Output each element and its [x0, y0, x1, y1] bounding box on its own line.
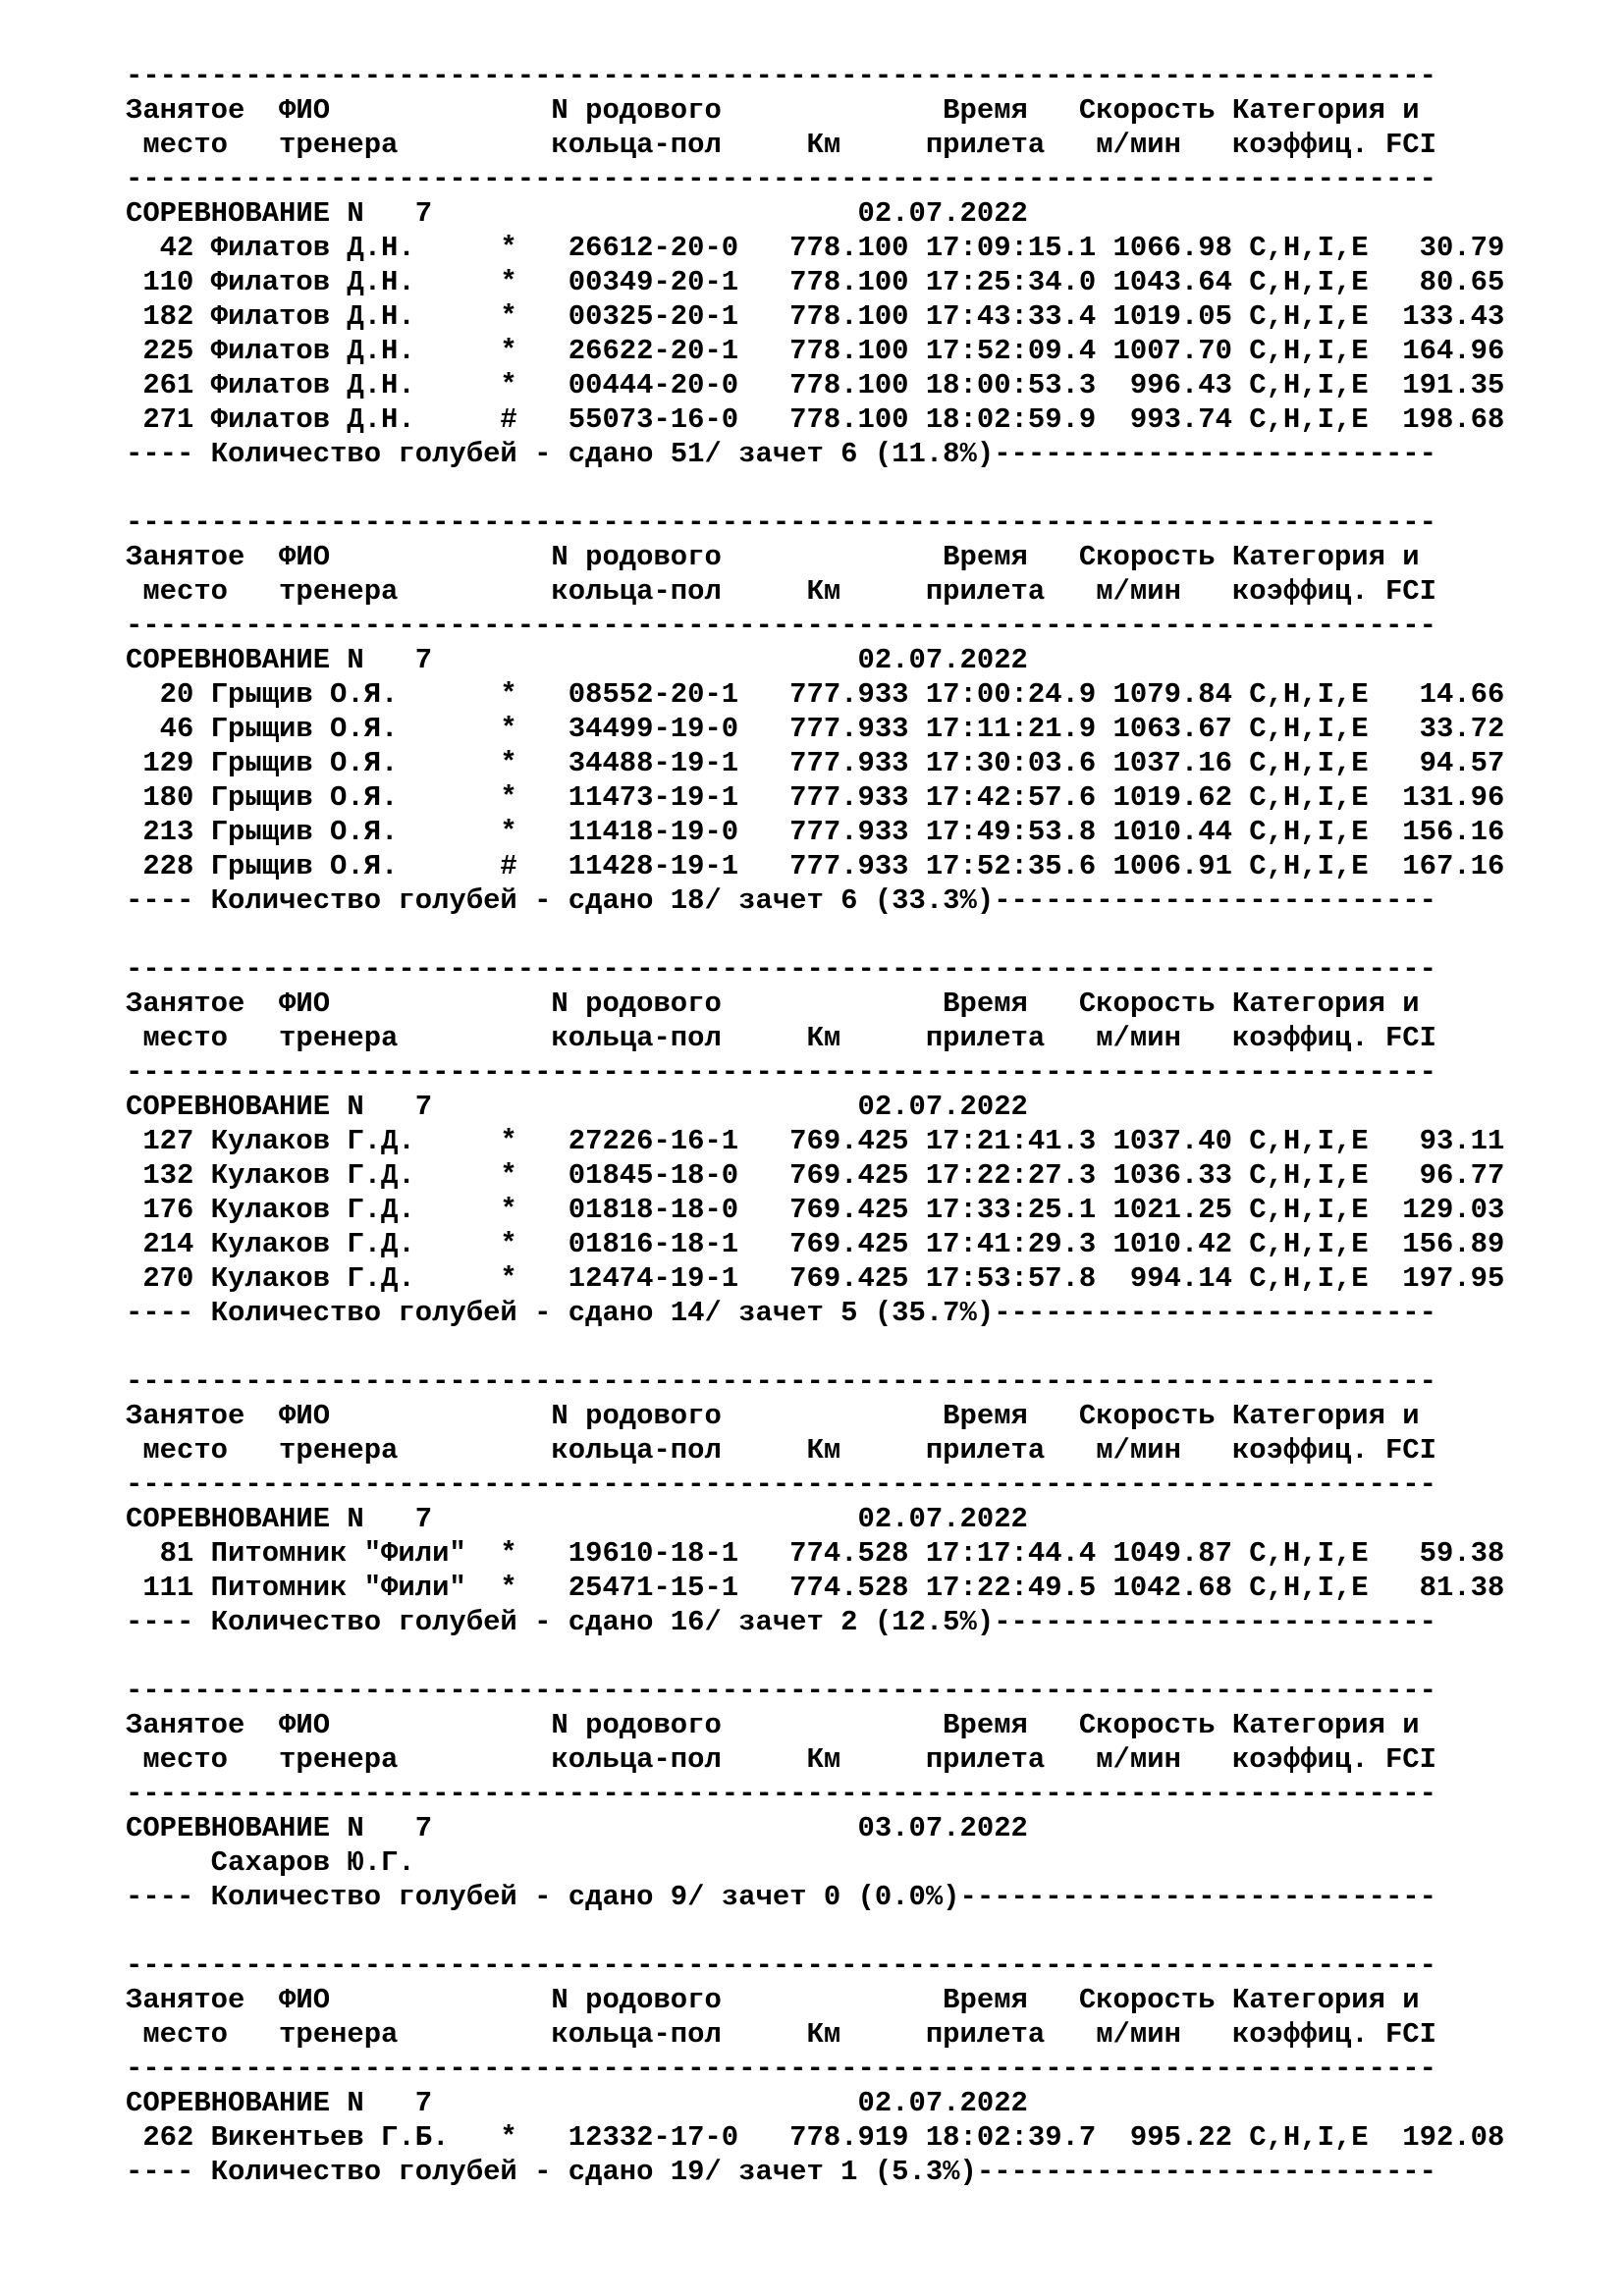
result-row: 271 Филатов Д.Н. # 55073-16-0 778.100 18:02:59.9 993.74 C,H,I,E 198.68	[126, 403, 1505, 436]
result-row: 46 Грыщив О.Я. * 34499-19-0 777.933 17:11:21.9 1063.67 C,H,I,E 33.72	[126, 713, 1505, 745]
result-row: 262 Викентьев Г.Б. * 12332-17-0 778.919 18:02:39.7 995.22 C,H,I,E 192.08	[126, 2121, 1505, 2154]
result-section	[126, 1674, 1598, 1914]
summary-line: ---- Количество голубей - сдано 51/ зачет 6 (11.8%)--------------------------	[126, 438, 1436, 470]
result-row: 261 Филатов Д.Н. * 00444-20-0 778.100 18:00:53.3 996.43 C,H,I,E 191.35	[126, 369, 1505, 401]
summary-line: ---- Количество голубей - сдано 9/ зачет 0 (0.0%)----------------------------	[126, 1881, 1436, 1913]
result-row: 182 Филатов Д.Н. * 00325-20-1 778.100 17:43:33.4 1019.05 C,H,I,E 133.43	[126, 300, 1505, 333]
result-row: 81 Питомник "Фили" * 19610-18-1 774.528 17:17:44.4 1049.87 C,H,I,E 59.38	[126, 1537, 1505, 1570]
result-row: 20 Грыщив О.Я. * 08552-20-1 777.933 17:00:24.9 1079.84 C,H,I,E 14.66	[126, 678, 1505, 711]
result-row: 180 Грыщив О.Я. * 11473-19-1 777.933 17:42:57.6 1019.62 C,H,I,E 131.96	[126, 781, 1505, 814]
summary-line: ---- Количество голубей - сдано 14/ зачет 5 (35.7%)--------------------------	[126, 1297, 1436, 1329]
separator: -----------------------------------------------------------------------------	[126, 1056, 1436, 1089]
header-line-2: место тренера кольца-пол Км прилета м/мин коэффиц. FCI	[126, 575, 1436, 608]
result-row: 270 Кулаков Г.Д. * 12474-19-1 769.425 17:53:57.8 994.14 C,H,I,E 197.95	[126, 1262, 1505, 1295]
header-line-2: место тренера кольца-пол Км прилета м/мин коэффиц. FCI	[126, 2018, 1436, 2051]
competition-line: СОРЕВНОВАНИЕ N 7 02.07.2022	[126, 1503, 1028, 1535]
separator: -----------------------------------------------------------------------------	[126, 60, 1436, 92]
result-row: 132 Кулаков Г.Д. * 01845-18-0 769.425 17:22:27.3 1036.33 C,H,I,E 96.77	[126, 1159, 1505, 1192]
result-row: 228 Грыщив О.Я. # 11428-19-1 777.933 17:52:35.6 1006.91 C,H,I,E 167.16	[126, 850, 1505, 882]
separator: -----------------------------------------------------------------------------	[126, 953, 1436, 986]
header-line-2: место тренера кольца-пол Км прилета м/мин коэффиц. FCI	[126, 1434, 1436, 1467]
header-line-1: Занятое ФИО N родового Время Скорость Категория и	[126, 1984, 1420, 2016]
header-line-1: Занятое ФИО N родового Время Скорость Категория и	[126, 988, 1420, 1020]
separator: -----------------------------------------------------------------------------	[126, 1365, 1436, 1398]
separator: -----------------------------------------------------------------------------	[126, 2053, 1436, 2085]
summary-line: ---- Количество голубей - сдано 19/ зачет 1 (5.3%)---------------------------	[126, 2156, 1436, 2188]
competition-line: СОРЕВНОВАНИЕ N 7 02.07.2022	[126, 644, 1028, 676]
result-row: 176 Кулаков Г.Д. * 01818-18-0 769.425 17:33:25.1 1021.25 C,H,I,E 129.03	[126, 1194, 1505, 1226]
separator: -----------------------------------------------------------------------------	[126, 1949, 1436, 1982]
competition-line: СОРЕВНОВАНИЕ N 7 03.07.2022	[126, 1812, 1028, 1844]
header-line-2: место тренера кольца-пол Км прилета м/мин коэффиц. FCI	[126, 129, 1436, 161]
header-line-2: место тренера кольца-пол Км прилета м/мин коэффиц. FCI	[126, 1743, 1436, 1776]
separator: -----------------------------------------------------------------------------	[126, 507, 1436, 539]
result-row: 42 Филатов Д.Н. * 26612-20-0 778.100 17:09:15.1 1066.98 C,H,I,E 30.79	[126, 232, 1505, 264]
result-row: 213 Грыщив О.Я. * 11418-19-0 777.933 17:49:53.8 1010.44 C,H,I,E 156.16	[126, 816, 1505, 848]
competition-line: СОРЕВНОВАНИЕ N 7 02.07.2022	[126, 1091, 1028, 1123]
result-section	[126, 59, 1598, 471]
summary-line: ---- Количество голубей - сдано 16/ зачет 2 (12.5%)--------------------------	[126, 1606, 1436, 1638]
separator: -----------------------------------------------------------------------------	[126, 1468, 1436, 1501]
result-row: Сахаров Ю.Г.	[126, 1846, 415, 1879]
separator: -----------------------------------------------------------------------------	[126, 1675, 1436, 1707]
result-row: 110 Филатов Д.Н. * 00349-20-1 778.100 17:25:34.0 1043.64 C,H,I,E 80.65	[126, 266, 1505, 298]
summary-line: ---- Количество голубей - сдано 18/ зачет 6 (33.3%)--------------------------	[126, 884, 1436, 917]
competition-line: СОРЕВНОВАНИЕ N 7 02.07.2022	[126, 197, 1028, 230]
result-row: 127 Кулаков Г.Д. * 27226-16-1 769.425 17:21:41.3 1037.40 C,H,I,E 93.11	[126, 1125, 1505, 1157]
separator: -----------------------------------------------------------------------------	[126, 1778, 1436, 1810]
result-row: 225 Филатов Д.Н. * 26622-20-1 778.100 17:52:09.4 1007.70 C,H,I,E 164.96	[126, 335, 1505, 367]
result-section	[126, 1364, 1598, 1639]
results-report	[126, 59, 1598, 2189]
result-section	[126, 1949, 1598, 2189]
header-line-1: Занятое ФИО N родового Время Скорость Категория и	[126, 94, 1420, 127]
result-row: 214 Кулаков Г.Д. * 01816-18-1 769.425 17:41:29.3 1010.42 C,H,I,E 156.89	[126, 1228, 1505, 1260]
result-row: 129 Грыщив О.Я. * 34488-19-1 777.933 17:30:03.6 1037.16 C,H,I,E 94.57	[126, 747, 1505, 779]
header-line-1: Занятое ФИО N родового Время Скорость Категория и	[126, 541, 1420, 573]
result-section	[126, 506, 1598, 918]
result-row: 111 Питомник "Фили" * 25471-15-1 774.528 17:22:49.5 1042.68 C,H,I,E 81.38	[126, 1572, 1505, 1604]
header-line-1: Занятое ФИО N родового Время Скорость Категория и	[126, 1400, 1420, 1432]
result-section	[126, 952, 1598, 1330]
separator: -----------------------------------------------------------------------------	[126, 163, 1436, 195]
separator: -----------------------------------------------------------------------------	[126, 610, 1436, 642]
header-line-1: Занятое ФИО N родового Время Скорость Категория и	[126, 1709, 1420, 1741]
competition-line: СОРЕВНОВАНИЕ N 7 02.07.2022	[126, 2087, 1028, 2119]
header-line-2: место тренера кольца-пол Км прилета м/мин коэффиц. FCI	[126, 1022, 1436, 1054]
